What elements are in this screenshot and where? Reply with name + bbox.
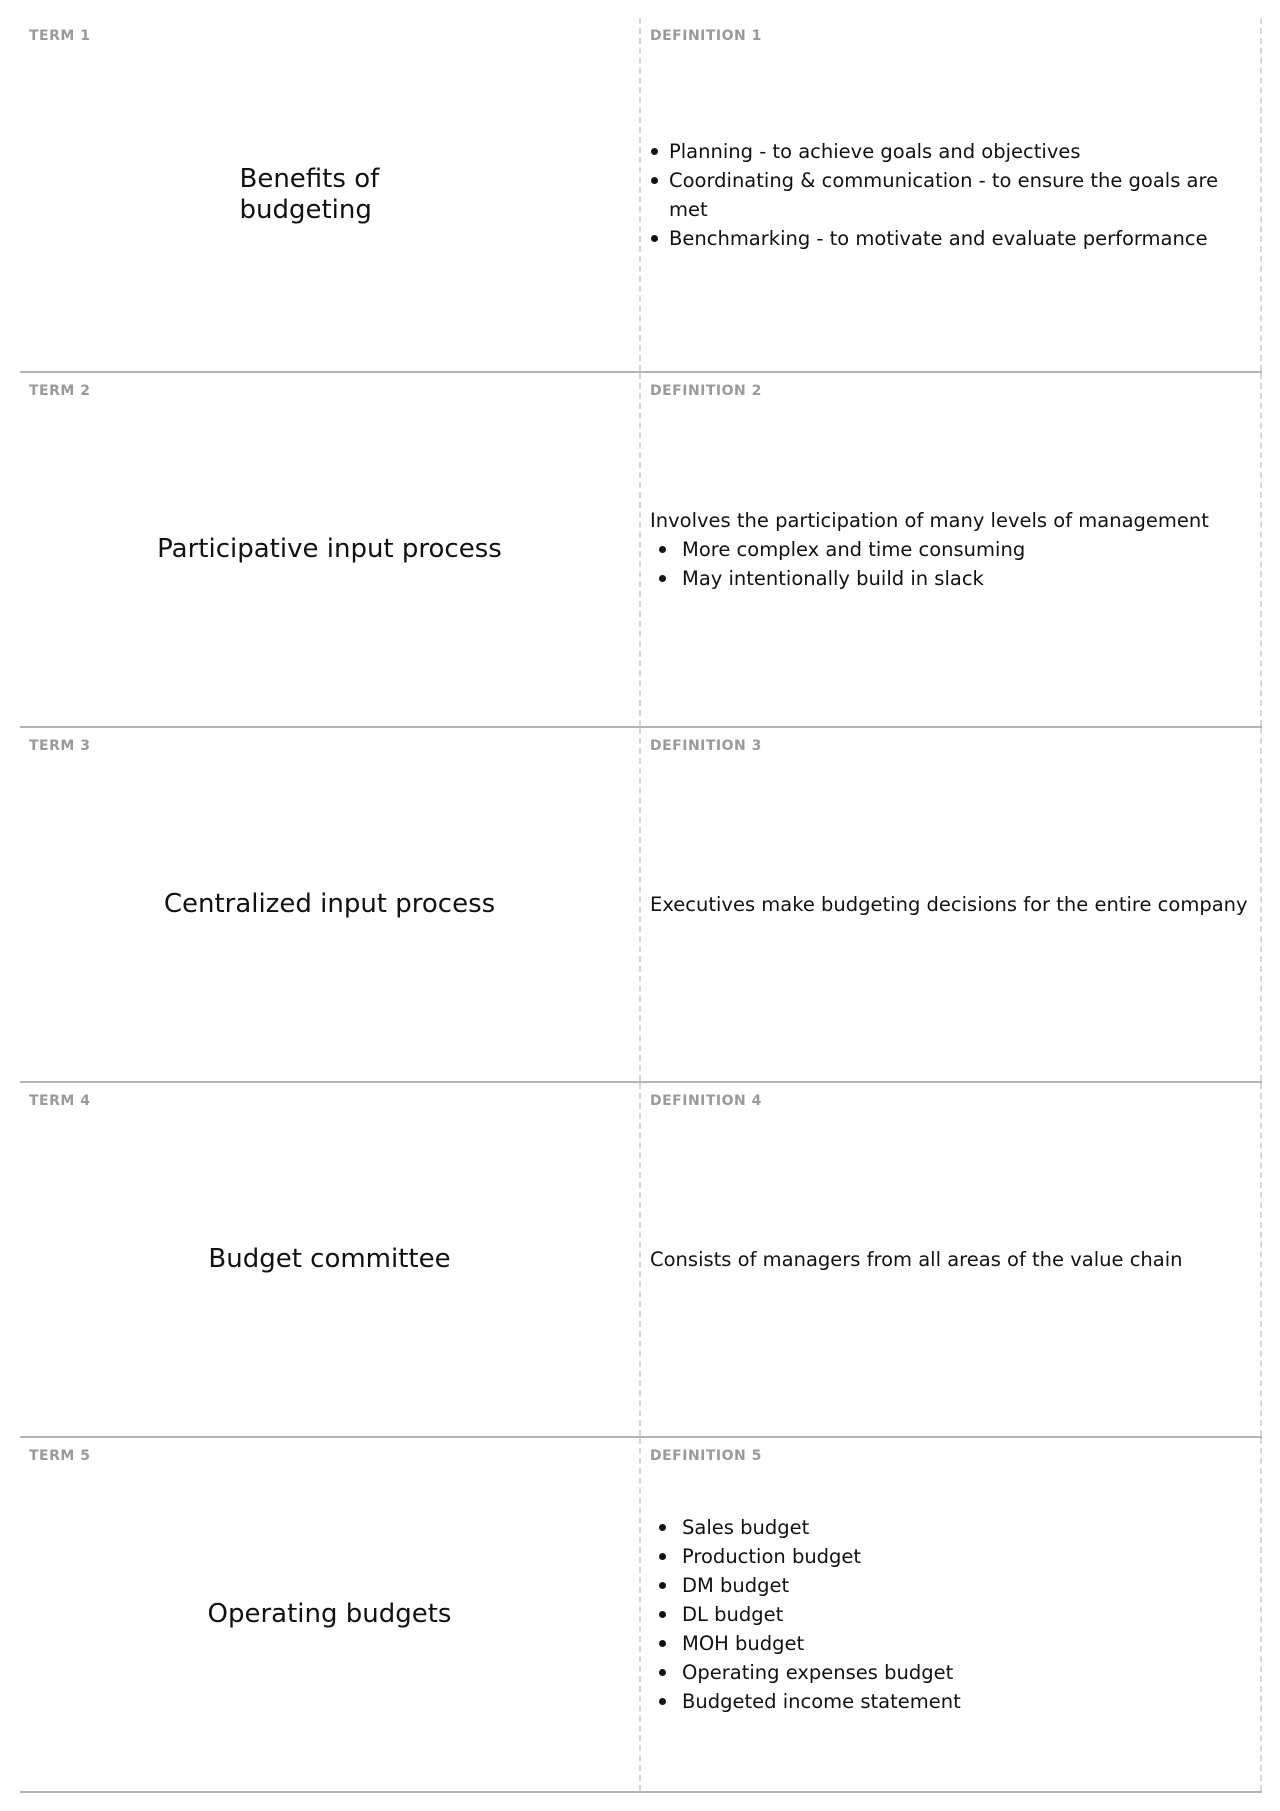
definition-text-5 — [650, 1438, 1250, 1791]
definition-bullet: May intentionally build in slack — [650, 564, 1250, 593]
definition-label-1: DEFINITION 1 — [650, 28, 762, 44]
term-text-3 — [50, 728, 609, 1081]
term-text-2-value: Participative input process — [157, 534, 502, 564]
definition-text-4 — [650, 1083, 1250, 1436]
definition-bullet: Benchmarking - to motivate and evaluate performance — [650, 224, 1250, 253]
definition-bullet: Operating expenses budget — [650, 1658, 1250, 1687]
definition-text-3 — [650, 728, 1250, 1081]
term-label-2: TERM 2 — [29, 383, 91, 399]
term-text-1 — [50, 18, 609, 371]
term-text-5 — [50, 1438, 609, 1791]
definition-bullet: Coordinating & communication - to ensure the goals are met — [650, 166, 1250, 224]
term-label-3: TERM 3 — [29, 738, 91, 754]
flashcard-5 — [20, 1438, 1262, 1793]
term-text-2 — [50, 373, 609, 726]
definition-label-5: DEFINITION 5 — [650, 1448, 762, 1464]
definition-bullet: DM budget — [650, 1571, 1250, 1600]
definition-cell-4 — [641, 1083, 1262, 1436]
flashcard-sheet — [20, 18, 1262, 1793]
definition-paragraph-4: Consists of managers from all areas of the value chain — [650, 1248, 1183, 1271]
definition-bullet: Planning - to achieve goals and objectives — [650, 137, 1250, 166]
definition-paragraph-2: Involves the participation of many levels of management — [650, 509, 1209, 532]
definition-cell-2 — [641, 373, 1262, 726]
flashcard-2 — [20, 373, 1262, 728]
term-cell-3 — [20, 728, 641, 1081]
definition-text-2 — [650, 373, 1250, 726]
term-cell-2 — [20, 373, 641, 726]
definition-bullet: Budgeted income statement — [650, 1687, 1250, 1716]
term-label-5: TERM 5 — [29, 1448, 91, 1464]
flashcard-3 — [20, 728, 1262, 1083]
definition-label-4: DEFINITION 4 — [650, 1093, 762, 1109]
flashcard-1 — [20, 18, 1262, 373]
term-text-4-value: Budget committee — [208, 1244, 451, 1274]
term-text-3-value: Centralized input process — [163, 889, 496, 919]
definition-label-2: DEFINITION 2 — [650, 383, 762, 399]
definition-text-1 — [650, 18, 1250, 371]
definition-list-5 — [650, 1513, 1250, 1716]
definition-list-2 — [650, 535, 1250, 593]
definition-label-3: DEFINITION 3 — [650, 738, 762, 754]
term-text-4 — [50, 1083, 609, 1436]
definition-bullet: More complex and time consuming — [650, 535, 1250, 564]
definition-bullet: MOH budget — [650, 1629, 1250, 1658]
term-text-5-value: Operating budgets — [207, 1599, 452, 1629]
flashcard-4 — [20, 1083, 1262, 1438]
term-label-4: TERM 4 — [29, 1093, 91, 1109]
definition-bullet: Sales budget — [650, 1513, 1250, 1542]
definition-cell-3 — [641, 728, 1262, 1081]
term-text-1-value: Benefits of budgeting — [239, 163, 380, 225]
definition-bullet: Production budget — [650, 1542, 1250, 1571]
definition-cell-5 — [641, 1438, 1262, 1791]
term-cell-5 — [20, 1438, 641, 1791]
definition-cell-1 — [641, 18, 1262, 371]
term-cell-4 — [20, 1083, 641, 1436]
term-cell-1 — [20, 18, 641, 371]
definition-bullet: DL budget — [650, 1600, 1250, 1629]
definition-paragraph-3: Executives make budgeting decisions for the entire company — [650, 893, 1248, 916]
definition-list-1 — [650, 137, 1250, 253]
term-label-1: TERM 1 — [29, 28, 91, 44]
